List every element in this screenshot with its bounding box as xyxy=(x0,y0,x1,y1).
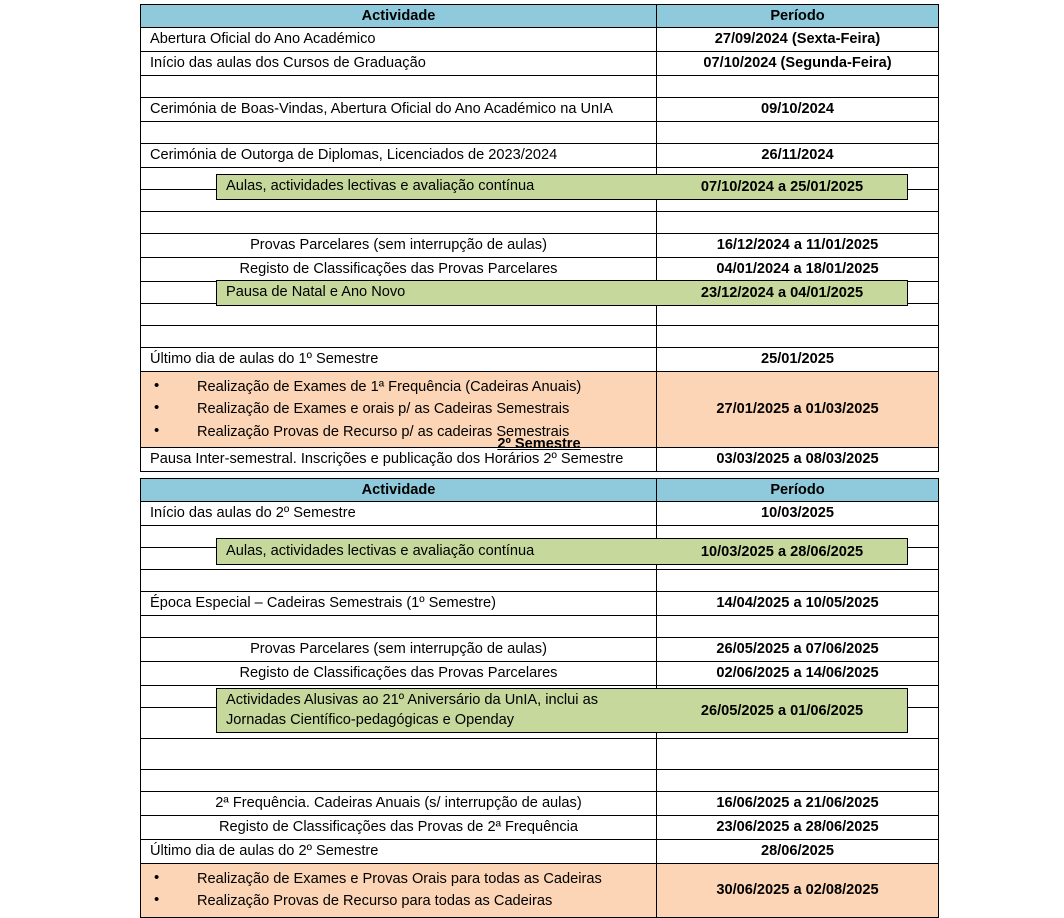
table-row xyxy=(141,792,939,816)
bullet-item: • Realização de Exames de 1ª Frequência (Cadeiras Anuais) xyxy=(150,376,652,398)
period-cell: 28/06/2025 xyxy=(657,840,939,864)
spacer-cell-period xyxy=(657,326,939,348)
spacer-cell-activity xyxy=(141,212,657,234)
period-cell: 26/05/2025 a 07/06/2025 xyxy=(657,638,939,662)
table-row xyxy=(141,144,939,168)
calendar-table-semester-1 xyxy=(140,4,939,472)
table-row xyxy=(141,662,939,686)
highlight-period-text: 26/05/2025 a 01/06/2025 xyxy=(700,702,864,719)
table-spacer-row xyxy=(141,122,939,144)
column-header-period: Período xyxy=(657,479,939,502)
period-cell: 02/06/2025 a 14/06/2025 xyxy=(657,662,939,686)
highlight-activity-text: Aulas, actividades lectivas e avaliação contínua xyxy=(226,542,535,559)
period-cell: 27/01/2025 a 01/03/2025 xyxy=(657,372,939,448)
activity-cell-bulleted xyxy=(141,864,657,918)
period-cell: 25/01/2025 xyxy=(657,348,939,372)
period-cell: 23/06/2025 a 28/06/2025 xyxy=(657,816,939,840)
bullet-item: • Realização de Exames e Provas Orais para todas as Cadeiras xyxy=(150,868,652,890)
table-spacer-row xyxy=(141,304,939,326)
spacer-cell-period xyxy=(657,304,939,326)
period-cell: 16/06/2025 a 21/06/2025 xyxy=(657,792,939,816)
column-header-period: Período xyxy=(657,5,939,28)
activity-cell: Registo de Classificações das Provas Parcelares xyxy=(141,662,657,686)
activity-cell: Provas Parcelares (sem interrupção de aulas) xyxy=(141,638,657,662)
spacer-cell-activity xyxy=(141,570,657,592)
highlight-row-green xyxy=(216,538,908,565)
table-row xyxy=(141,348,939,372)
spacer-cell-activity xyxy=(141,122,657,144)
table-spacer-row xyxy=(141,616,939,638)
period-cell: 03/03/2025 a 08/03/2025 xyxy=(657,447,939,471)
period-cell: 09/10/2024 xyxy=(657,98,939,122)
spacer-cell-activity xyxy=(141,76,657,98)
spacer-cell-period xyxy=(657,212,939,234)
activity-cell: Início das aulas do 2º Semestre xyxy=(141,502,657,526)
spacer-cell-period xyxy=(657,616,939,638)
table-row xyxy=(141,840,939,864)
highlight-row-green xyxy=(216,688,908,733)
highlight-activity-text: Aulas, actividades lectivas e avaliação contínua xyxy=(226,178,535,195)
table-spacer-row xyxy=(141,739,939,770)
highlight-period-text: 10/03/2025 a 28/06/2025 xyxy=(700,543,864,560)
highlight-activity-text: Pausa de Natal e Ano Novo xyxy=(226,284,406,301)
bullet-item: • Realização Provas de Recurso para todas as Cadeiras xyxy=(150,890,652,912)
period-cell: 07/10/2024 (Segunda-Feira) xyxy=(657,52,939,76)
activity-cell: Cerimónia de Outorga de Diplomas, Licenciados de 2023/2024 xyxy=(141,144,657,168)
table-spacer-row xyxy=(141,770,939,792)
spacer-cell-period xyxy=(657,770,939,792)
spacer-cell-period xyxy=(657,739,939,770)
activity-cell: 2ª Frequência. Cadeiras Anuais (s/ interrupção de aulas) xyxy=(141,792,657,816)
table-row xyxy=(141,258,939,282)
table-row xyxy=(141,502,939,526)
highlight-row-green xyxy=(216,174,908,200)
activity-cell: Abertura Oficial do Ano Académico xyxy=(141,28,657,52)
table-header-row xyxy=(141,479,939,502)
table-header-row xyxy=(141,5,939,28)
spacer-cell-activity xyxy=(141,304,657,326)
spacer-cell-activity xyxy=(141,616,657,638)
spacer-cell-period xyxy=(657,122,939,144)
period-cell: 30/06/2025 a 02/08/2025 xyxy=(657,864,939,918)
bullet-item: • Realização Provas de Recurso p/ as cadeiras Semestrais xyxy=(150,421,652,443)
table-spacer-row xyxy=(141,570,939,592)
bullet-list xyxy=(150,868,652,913)
period-cell: 10/03/2025 xyxy=(657,502,939,526)
highlight-row-green xyxy=(216,280,908,306)
highlight-period-text: 23/12/2024 a 04/01/2025 xyxy=(700,285,864,301)
period-cell: 26/11/2024 xyxy=(657,144,939,168)
spacer-cell-period xyxy=(657,76,939,98)
period-cell: 16/12/2024 a 11/01/2025 xyxy=(657,234,939,258)
activity-cell: Registo de Classificações das Provas Parcelares xyxy=(141,258,657,282)
table-row xyxy=(141,638,939,662)
table-row xyxy=(141,98,939,122)
table-row xyxy=(141,592,939,616)
table-row xyxy=(141,52,939,76)
highlight-period-text: 07/10/2024 a 25/01/2025 xyxy=(700,179,864,195)
column-header-activity: Actividade xyxy=(141,479,657,502)
activity-cell: Último dia de aulas do 2º Semestre xyxy=(141,840,657,864)
activity-cell: Época Especial – Cadeiras Semestrais (1º Semestre) xyxy=(141,592,657,616)
highlight-activity-text: Actividades Alusivas ao 21º Aniversário da UnIA, inclui as Jornadas Científico-pedagógicas e Openday xyxy=(226,691,598,728)
table-row xyxy=(141,864,939,918)
period-cell: 14/04/2025 a 10/05/2025 xyxy=(657,592,939,616)
bullet-item: • Realização de Exames e orais p/ as Cadeiras Semestrais xyxy=(150,398,652,420)
table-row xyxy=(141,28,939,52)
bullet-list xyxy=(150,376,652,443)
table-row xyxy=(141,234,939,258)
table-body xyxy=(141,28,939,472)
spacer-cell-activity xyxy=(141,326,657,348)
spacer-cell-period xyxy=(657,570,939,592)
activity-cell: Último dia de aulas do 1º Semestre xyxy=(141,348,657,372)
table-spacer-row xyxy=(141,326,939,348)
activity-cell: Cerimónia de Boas-Vindas, Abertura Oficial do Ano Académico na UnIA xyxy=(141,98,657,122)
table-spacer-row xyxy=(141,76,939,98)
activity-cell: Registo de Classificações das Provas de 2ª Frequência xyxy=(141,816,657,840)
period-cell: 04/01/2024 a 18/01/2025 xyxy=(657,258,939,282)
table-spacer-row xyxy=(141,212,939,234)
spacer-cell-activity xyxy=(141,739,657,770)
table-row xyxy=(141,816,939,840)
activity-cell: Pausa Inter-semestral. Inscrições e publicação dos Horários 2º Semestre xyxy=(141,447,657,471)
column-header-activity: Actividade xyxy=(141,5,657,28)
section-heading-semester-2: 2º Semestre xyxy=(497,436,581,452)
spacer-cell-activity xyxy=(141,770,657,792)
activity-cell: Provas Parcelares (sem interrupção de aulas) xyxy=(141,234,657,258)
period-cell: 27/09/2024 (Sexta-Feira) xyxy=(657,28,939,52)
activity-cell: Início das aulas dos Cursos de Graduação xyxy=(141,52,657,76)
